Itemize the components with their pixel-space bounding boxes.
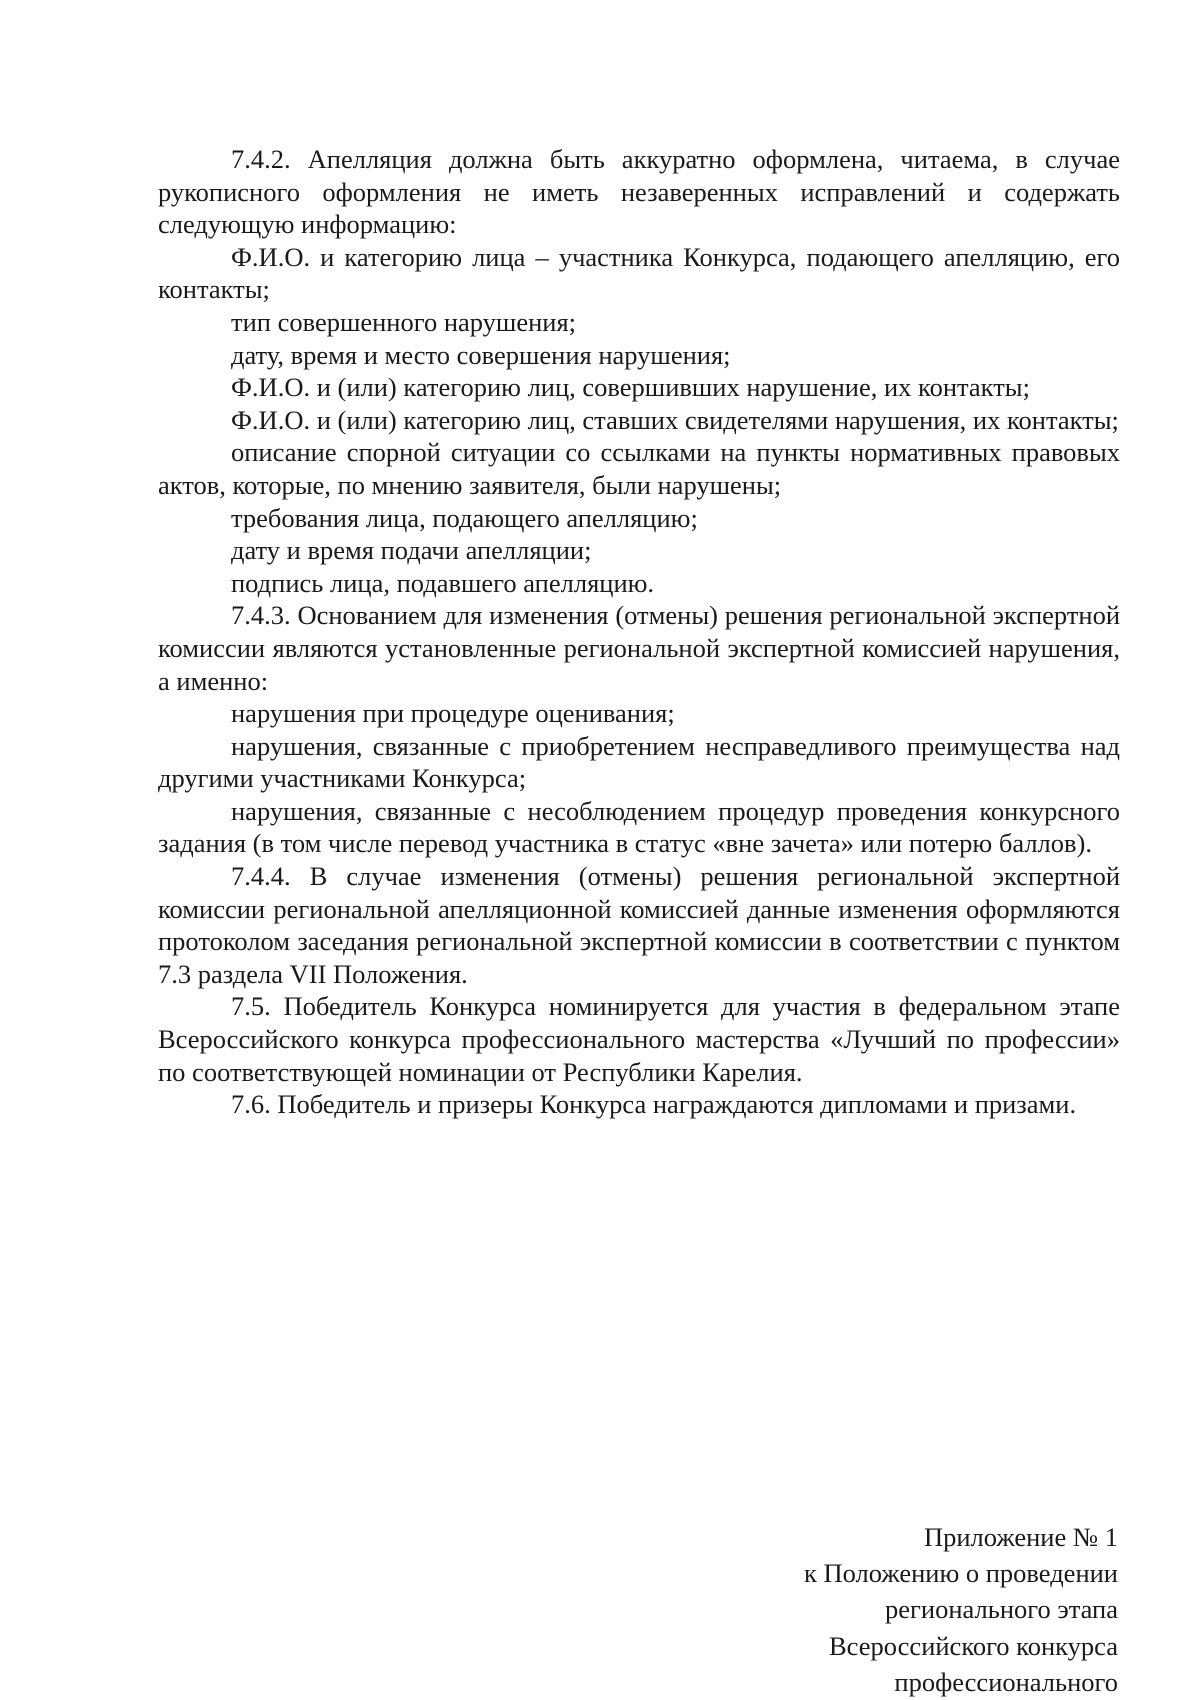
list-item-violation-date: дату, время и место совершения нарушения; xyxy=(231,339,731,370)
list-item-requirements: требования лица, подающего апелляцию; xyxy=(231,502,698,533)
list-item-evaluation-violations: нарушения при процедуре оценивания; xyxy=(231,698,675,729)
list-item-procedure-violations: нарушения, связанные с несоблюдением процедур проведения конкурсного задания (в том числе перевод участника в статус «вне зачета» или потерю баллов). xyxy=(158,795,1120,859)
appendix-title: Приложение № 1 xyxy=(923,1522,1118,1552)
paragraph-7-4-4: 7.4.4. В случае изменения (отмены) решения региональной экспертной комиссии региональной апелляционной комиссией данные изменения оформляются протоколом заседания региональной экспертной комиссии в соответствии с пунктом 7.3 раздела VII Положения. xyxy=(158,861,1120,989)
list-item-submission-date: дату и время подачи апелляции; xyxy=(231,535,592,566)
paragraph-7-5: 7.5. Победитель Конкурса номинируется для участия в федеральном этапе Всероссийского конкурса профессионального мастерства «Лучший по профессии» по соответствующей номинации от Республики Карелия. xyxy=(158,991,1120,1087)
list-item-fio-participant: Ф.И.О. и категорию лица – участника Конкурса, подающего апелляцию, его контакты; xyxy=(158,241,1120,305)
document-body xyxy=(158,143,1120,1121)
paragraph-7-4-3: 7.4.3. Основанием для изменения (отмены) решения региональной экспертной комиссии являются установленные региональной экспертной комиссией нарушения, а именно: xyxy=(158,600,1120,696)
appendix-line: к Положению о проведении xyxy=(804,1558,1118,1589)
appendix-line: профессионального xyxy=(894,1666,1118,1697)
appendix-header xyxy=(598,1519,1118,1700)
list-item-violators: Ф.И.О. и (или) категорию лиц, совершивших нарушение, их контакты; xyxy=(231,372,1030,403)
list-item-situation-description: описание спорной ситуации со ссылками на пункты нормативных правовых актов, которые, по мнению заявителя, были нарушены; xyxy=(158,437,1120,500)
list-item-violation-type: тип совершенного нарушения; xyxy=(231,306,576,337)
appendix-line: регионального этапа xyxy=(885,1594,1118,1625)
paragraph-7-6: 7.6. Победитель и призеры Конкурса награждаются дипломами и призами. xyxy=(231,1089,1077,1120)
paragraph-7-4-2: 7.4.2. Апелляция должна быть аккуратно оформлена, читаема, в случае рукописного оформления не иметь незаверенных исправлений и содержать следующую информацию: xyxy=(158,144,1120,240)
list-item-unfair-advantage: нарушения, связанные с приобретением несправедливого преимущества над другими участниками Конкурса; xyxy=(158,730,1120,794)
list-item-signature: подпись лица, подавшего апелляцию. xyxy=(231,567,655,598)
appendix-line: Всероссийского конкурса xyxy=(828,1630,1118,1661)
list-item-witnesses: Ф.И.О. и (или) категорию лиц, ставших свидетелями нарушения, их контакты; xyxy=(231,404,1119,435)
